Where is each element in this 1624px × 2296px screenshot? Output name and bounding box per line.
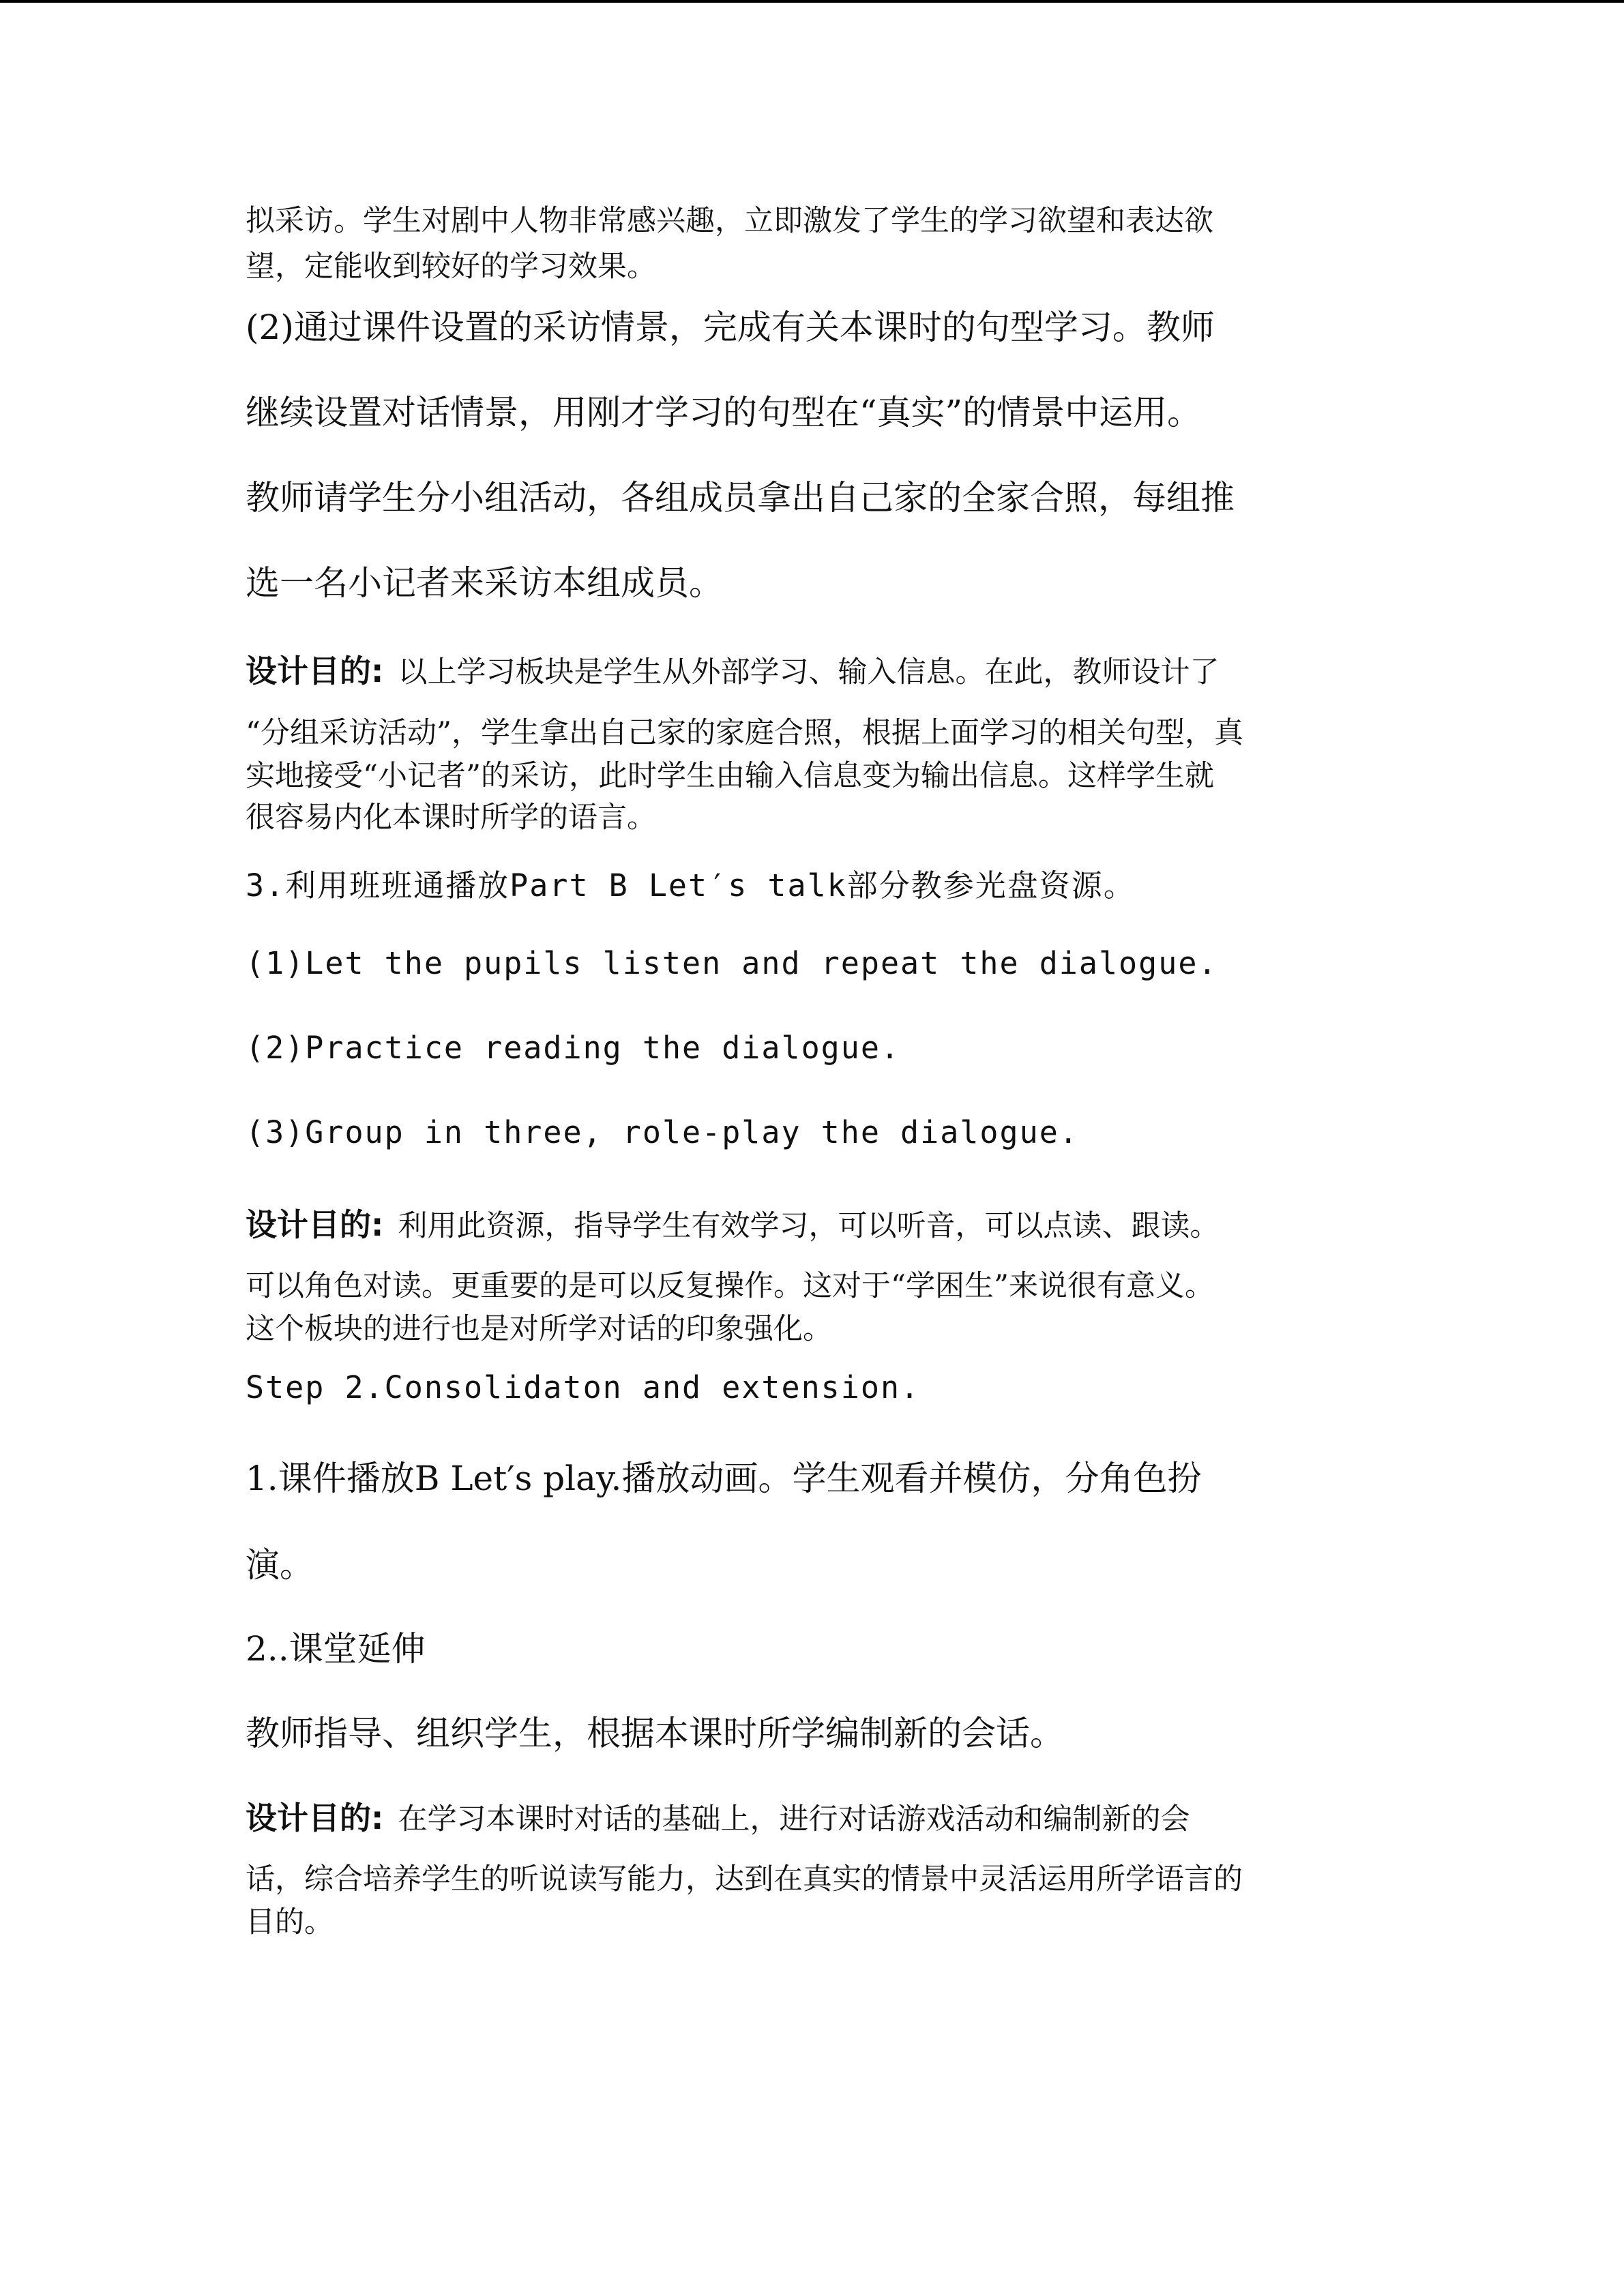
item-1-line-2: 演。 [246, 1545, 314, 1585]
design1-line-3: 实地接受“小记者”的采访，此时学生由输入信息变为输出信息。这样学生就 [246, 759, 1214, 793]
design1-line-2: “分组采访活动”，学生拿出自己家的家庭合照，根据上面学习的相关句型，真 [246, 716, 1243, 750]
step2-line-3: 教师请学生分小组活动，各组成员拿出自己家的全家合照，每组推 [246, 478, 1235, 518]
item-1-line-1: 1.课件播放B Let′s play.播放动画。学生观看并模仿，分角色扮 [246, 1459, 1202, 1498]
design3-line-3: 目的。 [246, 1905, 334, 1939]
design1-first-line: 以上学习板块是学生从外部学习、输入信息。在此，教师设计了 [398, 655, 1220, 689]
item-2-body: 教师指导、组织学生，根据本课时所学编制新的会话。 [246, 1714, 1064, 1753]
item-3: 3.利用班班通播放Part B Let′s talk部分教参光盘资源。 [246, 867, 1136, 904]
design3-first-line: 在学习本课时对话的基础上，进行对话游戏活动和编制新的会 [398, 1802, 1190, 1836]
design-purpose-label: 设计目的: [246, 1800, 384, 1836]
design-purpose-label: 设计目的: [246, 653, 384, 689]
design-purpose-paragraph-2 [246, 1200, 1220, 1245]
intro-line-1: 拟采访。学生对剧中人物非常感兴趣，立即激发了学生的学习欲望和表达欲 [246, 204, 1213, 238]
english-step-2: (2)Practice reading the dialogue. [246, 1030, 901, 1066]
design-purpose-paragraph-3 [246, 1793, 1190, 1838]
design2-line-3: 这个板块的进行也是对所学对话的印象强化。 [246, 1312, 832, 1346]
english-step-3: (3)Group in three, role-play the dialogue. [246, 1114, 1079, 1150]
english-step-1: (1)Let the pupils listen and repeat the dialogue. [246, 945, 1218, 981]
item-2: 2..课堂延伸 [246, 1629, 426, 1669]
design-purpose-paragraph-1 [246, 646, 1220, 691]
intro-line-2: 望，定能收到较好的学习效果。 [246, 250, 656, 284]
step2-line-1: (2)通过课件设置的采访情景，完成有关本课时的句型学习。教师 [246, 308, 1215, 347]
design2-line-2: 可以角色对读。更重要的是可以反复操作。这对于“学困生”来说很有意义。 [246, 1269, 1214, 1303]
design1-line-4: 很容易内化本课时所学的语言。 [246, 801, 656, 835]
step2-line-2: 继续设置对话情景，用刚才学习的句型在“真实”的情景中运用。 [246, 393, 1202, 432]
design2-first-line: 利用此资源，指导学生有效学习，可以听音，可以点读、跟读。 [398, 1209, 1220, 1243]
step2-line-4: 选一名小记者来采访本组成员。 [246, 563, 723, 603]
step-heading: Step 2.Consolidaton and extension. [246, 1369, 921, 1405]
design-purpose-label: 设计目的: [246, 1206, 384, 1243]
design3-line-2: 话，综合培养学生的听说读写能力，达到在真实的情景中灵活运用所学语言的 [246, 1862, 1243, 1896]
